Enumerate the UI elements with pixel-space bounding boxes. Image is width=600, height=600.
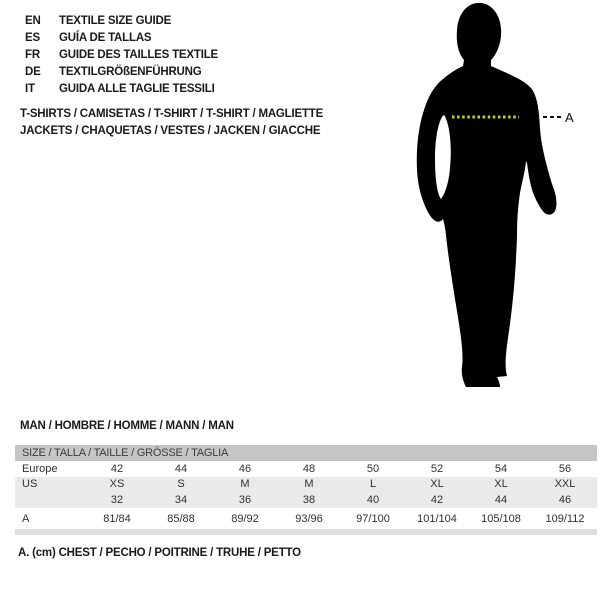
size-cell: 93/96 [295,513,323,525]
size-cell: 52 [430,463,444,475]
table-row-us [15,477,597,493]
row-label: A [22,513,30,525]
size-table [15,445,597,535]
table-row-chest [15,511,597,527]
language-list [25,13,218,98]
size-cell: 48 [302,463,316,475]
man-figure [400,0,600,400]
size-cell: 85/88 [167,513,195,525]
section-title-man: MAN / HOMBRE / HOMME / MANN / MAN [20,420,234,432]
size-cell: L [369,478,377,490]
size-cell: 56 [558,463,572,475]
language-label: TEXTILE SIZE GUIDE [59,15,172,27]
measure-label-a: A [565,110,574,125]
size-cell: 44 [174,463,188,475]
language-label: GUIDA ALLE TAGLIE TESSILI [59,83,215,95]
language-code: EN [25,15,41,27]
size-cell: S [177,478,185,490]
language-code: ES [25,32,40,44]
size-cell: 42 [110,463,124,475]
size-cell: 38 [302,493,316,506]
size-cell: 42 [430,493,444,506]
language-row [25,64,218,81]
size-cell: 97/100 [356,513,390,525]
size-cell: XS [109,478,125,490]
language-code: IT [25,83,35,95]
language-label: GUÍA DE TALLAS [59,32,152,44]
footnote-chest: A. (cm) CHEST / PECHO / POITRINE / TRUHE / PETTO [18,547,301,559]
language-row [25,13,218,30]
size-cell: 36 [238,493,252,506]
product-line-tshirts: T-SHIRTS / CAMISETAS / T-SHIRT / T-SHIRT / MAGLIETTE [20,108,324,120]
size-cell: XL [430,478,444,490]
size-table-header: SIZE / TALLA / TAILLE / GRÖSSE / TAGLIA [15,445,597,461]
size-cell: 81/84 [103,513,131,525]
size-cell: 46 [238,463,252,475]
size-cell: 44 [494,493,508,506]
product-types [20,106,323,140]
size-cell: 40 [366,493,380,506]
man-silhouette-svg [400,0,600,400]
size-cell: 32 [110,493,124,506]
language-row [25,30,218,47]
language-row [25,81,218,98]
size-cell: XXL [554,478,576,490]
size-cell: XL [494,478,508,490]
size-cell: M [240,478,250,490]
row-label: US [22,478,38,490]
product-line-jackets: JACKETS / CHAQUETAS / VESTES / JACKEN / GIACCHE [20,125,321,137]
size-cell: 54 [494,463,508,475]
table-row-europe [15,461,597,477]
size-cell: 89/92 [231,513,259,525]
size-cell: 101/104 [417,513,457,525]
language-code: FR [25,49,40,61]
language-code: DE [25,66,41,78]
man-silhouette [417,3,557,387]
size-cell: 46 [558,493,572,506]
language-label: TEXTILGRÖßENFÜHRUNG [59,66,202,78]
table-bottom-strip [15,529,597,535]
size-cell: M [304,478,314,490]
size-cell: 109/112 [545,513,585,525]
table-row-numeric [15,493,597,509]
row-label [15,493,85,509]
row-label: Europe [22,463,58,475]
language-label: GUIDE DES TAILLES TEXTILE [59,49,218,61]
size-cell: 105/108 [481,513,521,525]
size-cell: 34 [174,493,188,506]
language-row [25,47,218,64]
size-cell: 50 [366,463,380,475]
